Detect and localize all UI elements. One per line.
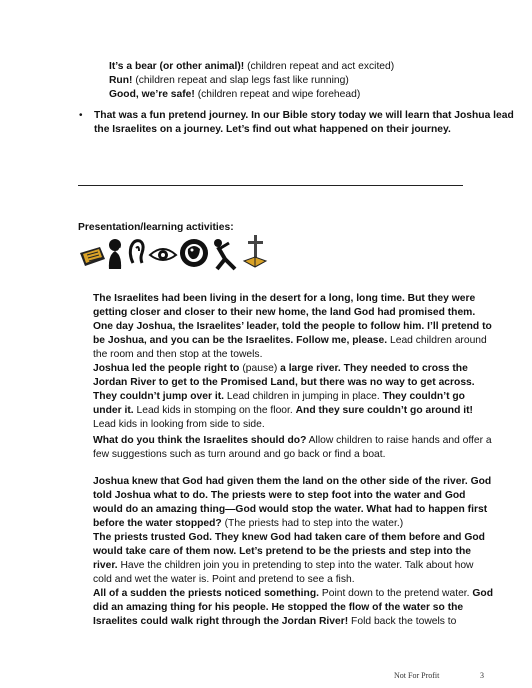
p5-instruction: Have the children join you in pretending to step into the water. Talk about how cold and wet the water is. Point and pretend to see a fish. bbox=[93, 560, 474, 585]
story-paragraph-3 bbox=[93, 434, 493, 462]
p3-instruction: Allow children to raise hands and offer a few suggestions such as turn around and go back or find a boat. bbox=[93, 435, 492, 460]
p6-bold-text-1: All of a sudden the priests noticed something. bbox=[93, 588, 319, 599]
intro-line-2-note: (children repeat and slap legs fast like running) bbox=[132, 75, 349, 86]
p2-instruction-3: Lead kids in stomping on the floor. bbox=[133, 405, 296, 416]
story-paragraph-6 bbox=[93, 587, 493, 629]
p6-instruction-1: Point down to the pretend water. bbox=[318, 588, 473, 599]
p6-bold-text-2: God did an amazing thing for his people. He stopped the flow of the water so the Israelites could walk right through the Jordan River! bbox=[93, 588, 493, 627]
intro-line-1-note: (children repeat and act excited) bbox=[244, 61, 395, 72]
bible-icon bbox=[78, 233, 106, 271]
intro-line-3-note: (children repeat and wipe forehead) bbox=[194, 89, 361, 100]
p6-instruction-2: Fold back the towels to bbox=[348, 616, 457, 627]
intro-line-2-bold: Run! bbox=[109, 75, 133, 86]
story-paragraph-1 bbox=[93, 292, 493, 362]
p2-bold-text-1: Joshua led the people right to bbox=[93, 363, 240, 374]
cross-book-icon bbox=[240, 233, 270, 271]
story-paragraph-2 bbox=[93, 362, 493, 432]
intro-line-1 bbox=[109, 60, 509, 74]
p4-instruction: (The priests had to step into the water.) bbox=[221, 518, 404, 529]
story-paragraph-5 bbox=[93, 531, 493, 587]
p2-instruction-4: Lead kids in looking from side to side. bbox=[93, 419, 265, 430]
praying-child-icon bbox=[105, 233, 125, 271]
p2-bold-text-3: They couldn’t go under it. bbox=[93, 391, 465, 416]
footer-label: Not For Profit bbox=[394, 671, 440, 680]
intro-response-lines bbox=[109, 60, 509, 102]
learning-style-icons bbox=[78, 233, 278, 273]
p2-instruction-1: (pause) bbox=[239, 363, 281, 374]
intro-line-1-bold: It’s a bear (or other animal)! bbox=[109, 61, 245, 72]
horizontal-divider bbox=[78, 185, 463, 186]
intro-line-3 bbox=[109, 88, 509, 102]
p2-bold-text-2: a large river. They needed to cross the Jordan River to get to the Promised Land, but there was no way to get across. They couldn’t jump over it. bbox=[93, 363, 475, 402]
story-paragraph-4 bbox=[93, 475, 493, 531]
p2-bold-text-4: And they sure couldn’t go around it! bbox=[295, 405, 473, 416]
p1-instruction: Lead children around the room and then stop at the towels. bbox=[93, 335, 487, 360]
p3-bold-text: What do you think the Israelites should do? bbox=[93, 435, 307, 446]
globe-face-icon bbox=[179, 233, 209, 271]
intro-line-3-bold: Good, we’re safe! bbox=[109, 89, 195, 100]
p2-instruction-2: Lead children in jumping in place. bbox=[224, 391, 383, 402]
intro-line-2 bbox=[109, 74, 509, 88]
eye-icon bbox=[148, 233, 178, 271]
stretching-figure-icon bbox=[209, 233, 239, 271]
bullet-symbol: • bbox=[79, 110, 83, 121]
p4-bold-text: Joshua knew that God had given them the land on the other side of the river. God told Joshua what to do. The priests were to step foot into the water and God would do an amazing thing—God would stop the water. What had to happen first before the water stopped? bbox=[93, 476, 492, 529]
bullet-text: That was a fun pretend journey. In our Bible story today we will learn that Joshua lead the Israelites on a journey. Let’s find out what happened on their journey. bbox=[94, 110, 514, 135]
p5-bold-text: The priests trusted God. They knew God had taken care of them before and God would take care of them now. Let’s pretend to be the priests and step into the river. bbox=[93, 532, 485, 571]
ear-icon bbox=[127, 233, 147, 271]
p1-bold-text: The Israelites had been living in the desert for a long, long time. But they were getting closer and closer to their new home, the land God had promised them. One day Joshua, the Israelites’ leader, told the people to follow him. I’ll pretend to be Joshua, and you can be the Israelites. Follow me, please. bbox=[93, 293, 492, 346]
page-number: 3 bbox=[480, 671, 484, 680]
section-heading: Presentation/learning activities: bbox=[78, 222, 234, 233]
